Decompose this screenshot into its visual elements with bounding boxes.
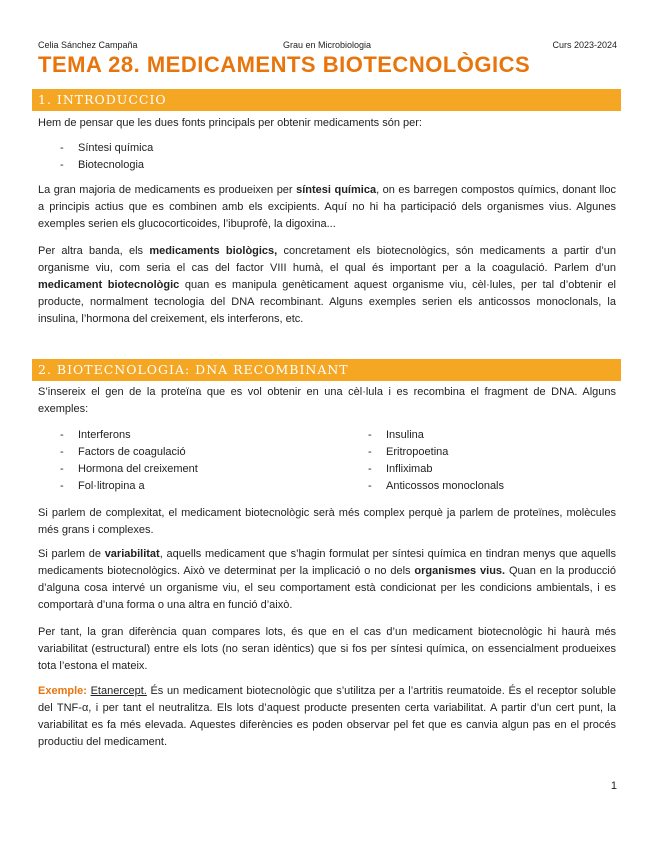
bullet-dash: - <box>60 463 64 475</box>
bullet-dash: - <box>368 446 372 458</box>
bullet-dash: - <box>60 142 64 154</box>
example-label: Exemple: <box>38 685 87 697</box>
list-item: Anticossos monoclonals <box>386 480 505 492</box>
section-2-paragraph-1: S’insereix el gen de la proteïna que es vol obtenir en una cèl·lula i es recombina el fragment de DNA. Alguns exemples: <box>38 386 616 415</box>
page-title: TEMA 28. MEDICAMENTS BIOTECNOLÒGICS <box>38 52 531 77</box>
header-course: Grau en Microbiologia <box>283 40 372 50</box>
bullet-dash: - <box>368 480 372 492</box>
list-item: Infliximab <box>386 463 433 475</box>
header-author: Celia Sánchez Campaña <box>38 40 138 50</box>
bullet-dash: - <box>60 480 64 492</box>
section-2-paragraph-4: Per tant, la gran diferència quan compares lots, és que en el cas d’un medicament biotecnològic hi haurà més variabilitat (estructural) entre els lots (no seran idèntics) que si fos per síntesi química, on essencialment produeixes tota l’estona el mateix. <box>38 626 616 672</box>
section-1-paragraph-1: La gran majoria de medicaments es produeixen per síntesi química, on es barregen compostos químics, donant lloc a principis actius que es combinen amb els excipients. Aquí no hi ha participació dels organismes vius. Algunes exemples serien els glucocorticoides, l’ibuprofè, la digoxina... <box>38 184 616 230</box>
bullet-dash: - <box>368 429 372 441</box>
section-2-paragraph-3: Si parlem de variabilitat, aquells medicament que s’hagin formulat per síntesi química en tindran menys que aquells medicaments biotecnològics. Això ve determinat per la implicació o no dels organismes vius. Quan en la producció d’alguna cosa intervé un organisme viu, el seu comportament està condicionat per les condicions ambientals, i es comportarà d’una forma o una altra en funció d’això. <box>38 548 616 611</box>
header-year: Curs 2023-2024 <box>552 40 617 50</box>
section-1-paragraph-2: Per altra banda, els medicaments biològics, concretament els biotecnològics, són medicaments a partir d’un organisme viu, com seria el cas del factor VIII humà, el qual és important per a la coagulació. Parlem d’un medicament biotecnològic quan es manipula genèticament aquest organisme viu, cèl·lules, per tal d’obtenir el producte, normalment tecnologia del DNA recombinant. Alguns exemples serien els anticossos monoclonals, la insulina, l’hormona del creixement, els interferons, etc. <box>38 245 617 325</box>
list-item: Factors de coagulació <box>78 446 186 458</box>
list-item: Fol·litropina a <box>78 480 145 492</box>
list-item: Hormona del creixement <box>78 463 198 475</box>
section-2-heading: 2. BIOTECNOLOGIA: DNA RECOMBINANT <box>32 359 621 381</box>
section-1-intro: Hem de pensar que les dues fonts principals per obtenir medicaments són per: <box>38 117 422 129</box>
example-link[interactable]: Etanercept. <box>90 685 147 697</box>
section-1-heading: 1. INTRODUCCIO <box>32 89 621 111</box>
list-item: Interferons <box>78 429 131 441</box>
list-item: Síntesi química <box>78 142 154 154</box>
section-2-paragraph-2: Si parlem de complexitat, el medicament biotecnològic serà més complex perquè ja parlem de proteïnes, molècules més grans i complexes. <box>38 507 616 536</box>
bullet-dash: - <box>60 429 64 441</box>
list-item: Eritropoetina <box>386 446 449 458</box>
list-item: Biotecnologia <box>78 159 145 171</box>
page-number: 1 <box>610 780 617 792</box>
bullet-dash: - <box>60 446 64 458</box>
bullet-dash: - <box>368 463 372 475</box>
example-paragraph: Exemple: Etanercept. És un medicament biotecnològic que s’utilitza per a l’artritis reumatoide. És el receptor soluble del TNF-α, i per tant el neutralitza. Els lots d’aquest producte presenten certa variabilitat. A partir d’un cert punt, la variabilitat es fa més elevada. Aquestes diferències es poden observar pel fet que es canvia algun pas en el procés productiu del medicament. <box>38 685 616 748</box>
bullet-dash: - <box>60 159 64 171</box>
list-item: Insulina <box>386 429 424 441</box>
